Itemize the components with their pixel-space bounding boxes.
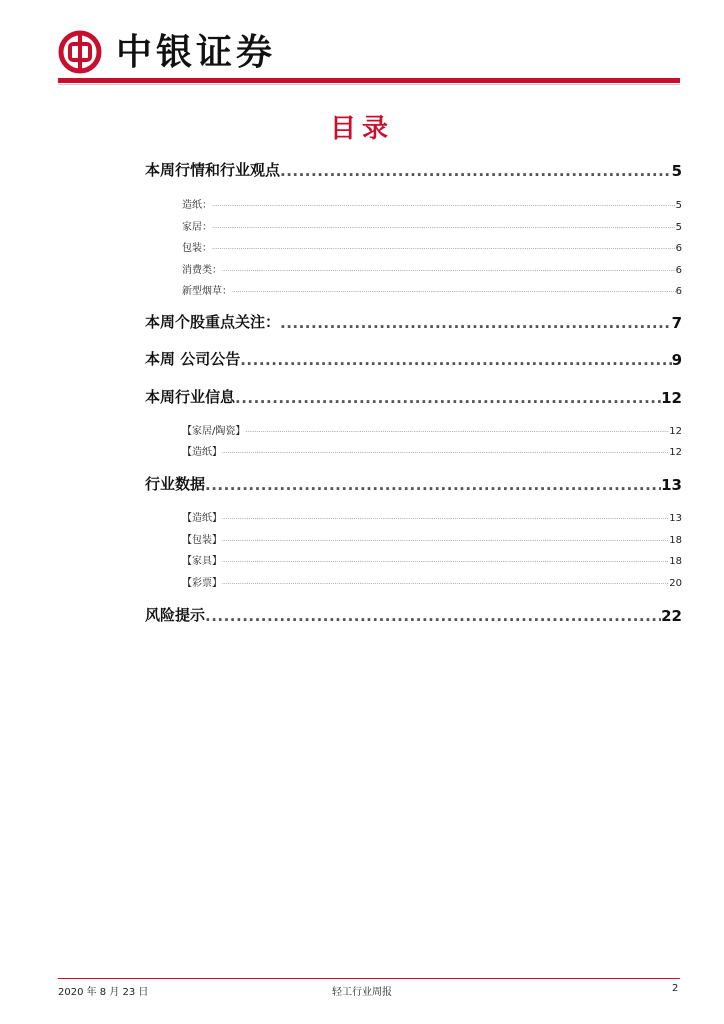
page-header [58,28,680,74]
toc-entry-label: 【包装】 [182,535,222,546]
header-rule-thin [58,84,680,85]
toc-entry-page: 6 [675,286,682,297]
toc-entry[interactable] [182,260,682,276]
footer-rule [58,978,680,979]
toc-entry[interactable] [182,530,682,546]
toc-entry[interactable] [182,551,682,567]
toc-entry[interactable] [145,472,682,494]
toc-entry-label: 【造纸】 [182,447,222,458]
toc-leader [232,285,676,297]
toc-entry-page: 13 [661,476,682,494]
toc-entry[interactable] [182,238,682,254]
toc-entry[interactable] [145,347,682,369]
toc-leader [205,476,661,494]
toc-entry-page: 7 [671,314,682,332]
toc-entry-label: 行业数据 [145,475,206,493]
toc-leader [212,242,676,254]
toc-entry-label: 新型烟草： [182,286,232,297]
toc-entry[interactable] [182,195,682,211]
toc-entry-label: 本周 公司公告 [145,350,241,368]
toc-entry-page: 9 [671,351,682,369]
toc-entry-page: 12 [669,447,682,458]
toc-entry-label: 【造纸】 [182,513,222,524]
toc-leader [222,534,669,546]
toc-leader [235,389,661,407]
toc-entry-page: 5 [671,162,682,180]
toc-entry[interactable] [182,281,682,297]
bank-of-china-logo-icon [58,30,102,74]
toc-leader [222,577,669,589]
toc-leader [245,425,669,437]
toc-entry-label: 风险提示 [145,606,206,624]
toc-leader [212,199,676,211]
toc-entry-label: 家居： [182,222,212,233]
header-rule [58,78,680,83]
toc-leader [205,607,661,625]
toc-title: 目录 [329,114,394,144]
toc-entry-page: 12 [661,389,682,407]
toc-entry[interactable] [145,385,682,407]
toc-entry[interactable] [145,158,682,180]
toc-leader [212,221,676,233]
toc-entry[interactable] [182,421,682,437]
toc-entry-label: 本周行业信息 [145,388,236,406]
toc-entry[interactable] [182,573,682,589]
brand-name: 中银证券 [116,31,277,73]
toc-entry-label: 【家居/陶瓷】 [182,426,246,437]
toc-leader [280,162,672,180]
toc-entry-label: 包装： [182,243,212,254]
toc-entry-label: 消费类： [182,265,222,276]
toc-entry-page: 5 [675,200,682,211]
toc-leader [222,264,676,276]
toc-entry-label: 造纸： [182,200,212,211]
toc-leader [222,555,669,567]
footer-date: 2020 年 8 月 23 日 [58,987,149,998]
toc-entry-page: 18 [669,535,682,546]
toc-entry[interactable] [145,310,682,332]
toc-entry[interactable] [145,603,682,625]
toc-entry[interactable] [182,442,682,458]
footer-report-type: 轻工行业周报 [332,987,392,998]
toc-entry[interactable] [182,217,682,233]
toc-entry-page: 13 [669,513,682,524]
footer-page-number: 2 [672,983,679,994]
toc-entry-page: 5 [675,222,682,233]
toc-entry-page: 6 [675,243,682,254]
toc-leader [222,446,669,458]
toc-entry-label: 本周行情和行业观点 [145,161,281,179]
toc-entry-page: 6 [675,265,682,276]
toc-leader [280,314,672,332]
toc-entry-label: 【彩票】 [182,578,222,589]
toc-leader [222,512,669,524]
toc-entry-label: 【家具】 [182,556,222,567]
toc-entry-page: 22 [661,607,682,625]
toc-entry-page: 18 [669,556,682,567]
toc-entry[interactable] [182,508,682,524]
toc-entry-label: 本周个股重点关注： [145,313,281,331]
toc-leader [240,351,671,369]
toc-entry-page: 20 [669,578,682,589]
toc-entry-page: 12 [669,426,682,437]
